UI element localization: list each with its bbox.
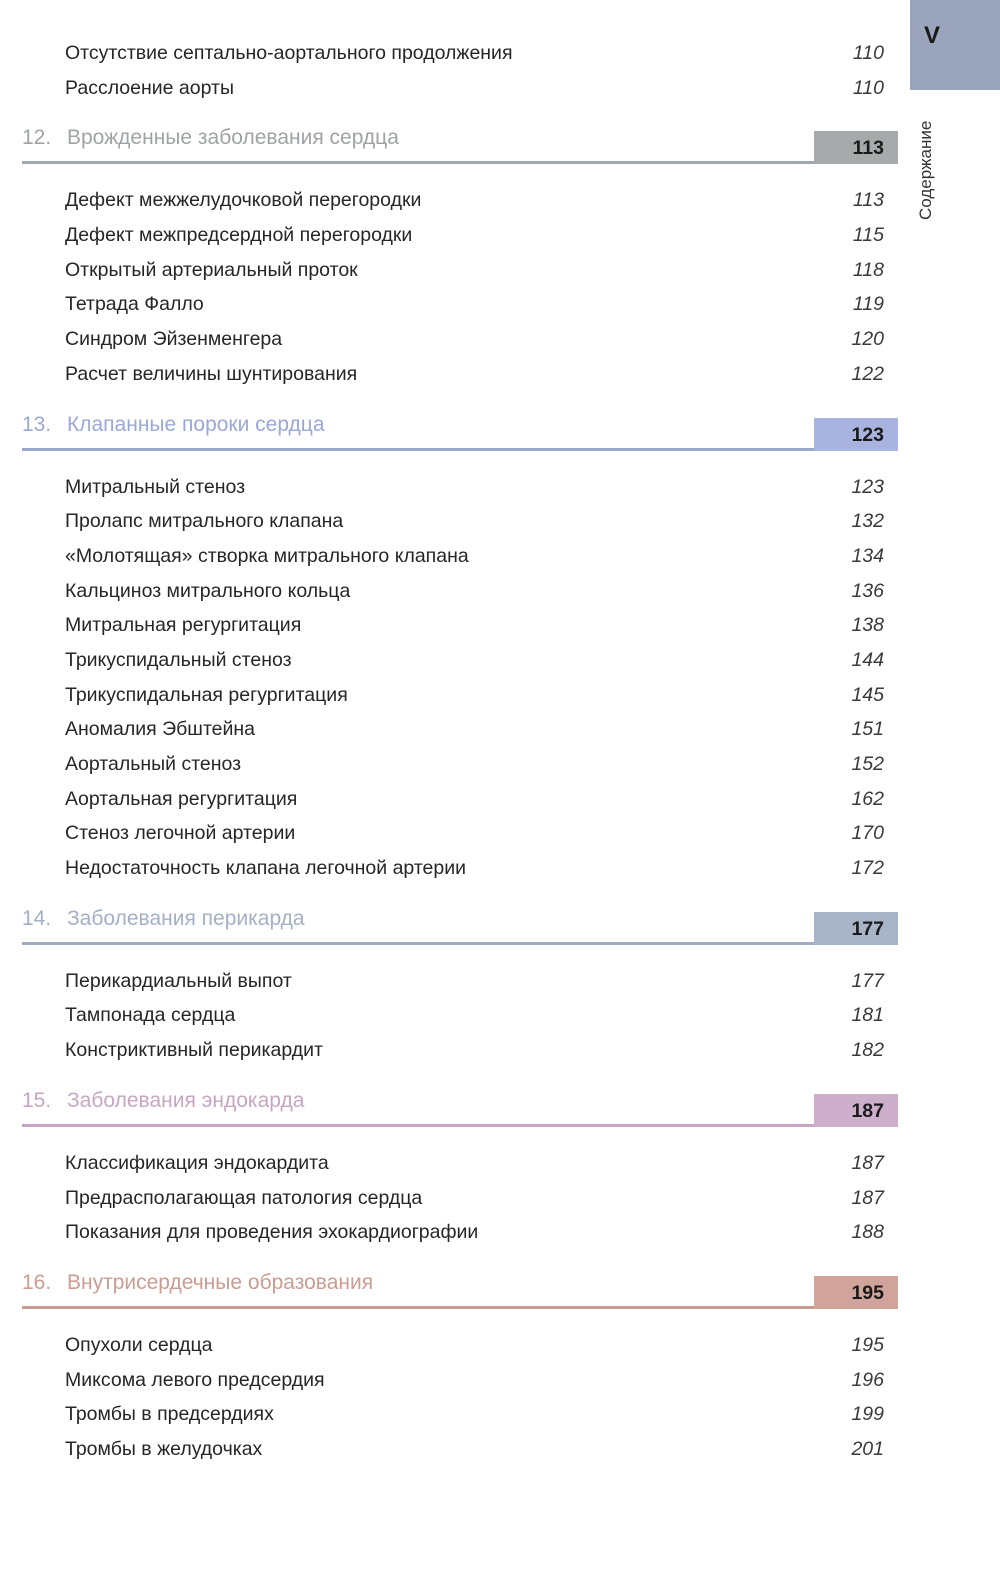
toc-entry[interactable] [22,36,898,71]
toc-entry[interactable] [22,851,898,886]
toc-entry[interactable] [22,287,898,322]
entry-title: Расслоение аорты [65,76,234,99]
chapter-heading[interactable] [22,1268,898,1328]
chapter-rule [22,1306,898,1309]
entry-page: 177 [851,969,884,992]
entry-title: Открытый артериальный проток [65,258,358,281]
entry-page: 119 [852,293,884,316]
entry-title: Трикуспидальная регургитация [65,683,348,706]
chapter-page: 195 [851,1281,884,1304]
toc-entry[interactable] [22,1397,898,1432]
toc-entry[interactable] [22,608,898,643]
toc-entry[interactable] [22,1328,898,1363]
chapter-heading[interactable] [22,410,898,470]
entry-page: 110 [852,42,884,64]
entry-title: Дефект межжелудочковой перегородки [65,189,422,212]
chapter-heading[interactable] [22,904,898,964]
section-roman-numeral: V [924,22,941,49]
toc-entry[interactable] [22,1181,898,1216]
entry-page: 188 [851,1221,884,1244]
chapter-name: Внутрисердечные образования [67,1270,374,1294]
entry-page: 138 [851,614,884,637]
entry-page: 196 [851,1368,884,1391]
chapter-title [22,1268,373,1298]
section-label: Содержание [916,120,935,220]
entry-title: Тампонада сердца [65,1004,236,1027]
toc-entry[interactable] [22,218,898,253]
entry-title: Перикардиальный выпот [65,969,292,992]
section-tab [910,0,1000,90]
entry-title: «Молотящая» створка митрального клапана [65,544,469,567]
entry-title: Тромбы в желудочках [65,1437,263,1460]
chapter-title [22,410,325,440]
entry-page: 123 [851,475,884,498]
chapter-name: Клапанные пороки сердца [67,412,325,436]
toc-entry[interactable] [22,183,898,218]
table-of-contents [22,36,898,1467]
toc-entry[interactable] [22,253,898,288]
chapter-heading[interactable] [22,123,898,183]
entry-title: Синдром Эйзенменгера [65,328,283,351]
toc-entry[interactable] [22,678,898,713]
entry-title: Стеноз легочной артерии [65,822,296,845]
entry-page: 110 [852,76,884,99]
toc-entry[interactable] [22,643,898,678]
entry-title: Миксома левого предсердия [65,1368,325,1391]
entry-page: 181 [851,1004,884,1027]
entry-page: 132 [851,510,884,533]
chapter-rule [22,1124,898,1127]
toc-entry[interactable] [22,470,898,505]
entry-page: 113 [852,189,884,212]
entry-title: Показания для проведения эхокардиографии [65,1221,479,1244]
entry-title: Констриктивный перикардит [65,1039,323,1062]
entry-title: Пролапс митрального клапана [65,510,344,533]
chapter-number: 13. [22,412,52,436]
entry-page: 201 [851,1437,884,1460]
entry-title: Аномалия Эбштейна [65,718,256,741]
entry-page: 134 [851,544,884,567]
chapter-number: 16. [22,1270,52,1294]
entry-title: Аортальный стеноз [65,753,242,775]
entry-title: Расчет величины шунтирования [65,362,358,385]
entry-title: Тромбы в предсердиях [65,1403,274,1426]
entry-page: 151 [851,718,884,741]
chapter-number: 12. [22,126,52,150]
chapter-number: 15. [22,1088,52,1112]
toc-entry[interactable] [22,357,898,392]
entry-page: 120 [851,328,884,351]
entry-page: 172 [851,857,884,880]
chapter-page: 177 [851,917,884,940]
chapter-rule [22,448,898,451]
toc-entry[interactable] [22,1432,898,1467]
entry-page: 115 [852,224,884,247]
entry-title: Митральный стеноз [65,475,246,498]
entry-title: Классификация эндокардита [65,1151,329,1174]
chapter-page-badge [814,912,898,945]
entry-title: Недостаточность клапана легочной артерии [65,857,467,880]
toc-entry[interactable] [22,322,898,357]
chapter-page-badge [814,1276,898,1309]
entry-title: Опухоли сердца [65,1333,213,1356]
chapter-title [22,1086,304,1116]
entry-page: 144 [851,648,884,671]
toc-entry[interactable] [22,504,898,539]
toc-entry[interactable] [22,782,898,817]
chapter-page: 123 [851,423,884,446]
entry-title: Предрасполагающая патология сердца [65,1186,423,1209]
entry-page: 195 [851,1333,884,1356]
entry-page: 187 [851,1186,884,1209]
entry-title: Трикуспидальный стеноз [65,648,292,671]
chapter-number: 14. [22,906,52,930]
chapter-heading[interactable] [22,1086,898,1146]
entry-page: 199 [851,1403,884,1426]
entry-title: Отсутствие септально-аортального продолжения [65,42,513,64]
toc-entry[interactable] [22,712,898,747]
chapter-title [22,904,305,934]
entry-page: 122 [851,362,884,385]
entry-page: 145 [851,683,884,706]
entry-page: 162 [851,787,884,810]
chapter-page-badge [814,1094,898,1127]
entry-title: Аортальная регургитация [65,787,298,810]
chapter-rule [22,942,898,945]
entry-page: 152 [851,753,884,775]
toc-entry[interactable] [22,1146,898,1181]
entry-title: Кальциноз митрального кольца [65,579,351,602]
entry-title: Митральная регургитация [65,614,302,637]
toc-entry[interactable] [22,998,898,1033]
entry-page: 118 [852,258,884,281]
chapter-page: 113 [852,137,884,160]
chapter-title [22,123,399,153]
chapter-page-badge [814,131,898,164]
entry-page: 136 [851,579,884,602]
chapter-rule [22,161,898,164]
entry-page: 187 [851,1151,884,1174]
chapter-name: Заболевания эндокарда [67,1088,305,1112]
toc-entry[interactable] [22,1033,898,1068]
toc-entry[interactable] [22,71,898,106]
toc-entry[interactable] [22,1363,898,1398]
entry-title: Дефект межпредсердной перегородки [65,224,413,247]
toc-entry[interactable] [22,816,898,851]
entry-page: 182 [851,1039,884,1062]
chapter-page: 187 [851,1099,884,1122]
chapter-name: Врожденные заболевания сердца [67,126,399,150]
toc-entry[interactable] [22,1215,898,1250]
chapter-name: Заболевания перикарда [67,906,305,930]
toc-entry[interactable] [22,964,898,999]
entry-page: 170 [851,822,884,845]
toc-entry[interactable] [22,539,898,574]
chapter-page-badge [814,418,898,451]
toc-entry[interactable] [22,747,898,782]
toc-entry[interactable] [22,574,898,609]
entry-title: Тетрада Фалло [65,293,204,316]
